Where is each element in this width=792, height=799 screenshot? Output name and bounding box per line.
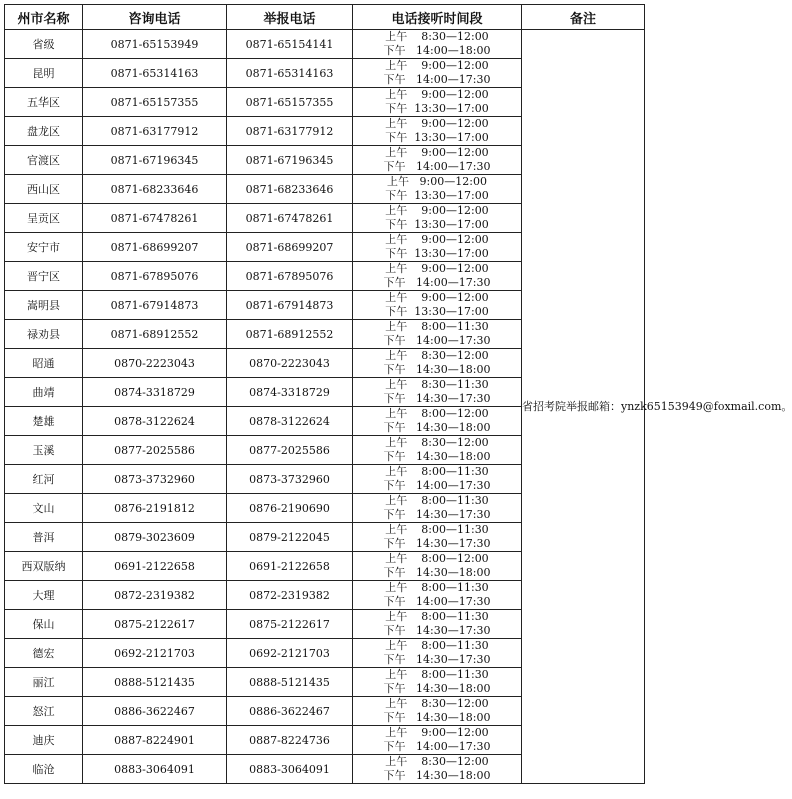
- header-consult-phone: 咨询电话: [83, 5, 227, 30]
- hours-cell: [353, 610, 522, 639]
- hours-afternoon: 下午 14:00—17:30: [383, 595, 491, 608]
- report-phone: 0870-2223043: [227, 349, 353, 378]
- report-phone: 0888-5121435: [227, 668, 353, 697]
- hours-cell: [353, 581, 522, 610]
- hours-afternoon: 下午 14:30—18:00: [383, 566, 491, 579]
- consult-phone: 0875-2122617: [83, 610, 227, 639]
- report-phone: 0871-68233646: [227, 175, 353, 204]
- consult-phone: 0871-67914873: [83, 291, 227, 320]
- hours-afternoon: 下午 14:30—18:00: [383, 711, 491, 724]
- consult-phone: 0871-68699207: [83, 233, 227, 262]
- report-phone: 0876-2190690: [227, 494, 353, 523]
- hours-cell: [353, 175, 522, 204]
- consult-phone: 0871-65157355: [83, 88, 227, 117]
- consult-phone: 0888-5121435: [83, 668, 227, 697]
- hours-cell: [353, 233, 522, 262]
- region-name: 西山区: [5, 175, 83, 204]
- region-name: 怒江: [5, 697, 83, 726]
- consult-phone: 0871-65153949: [83, 30, 227, 59]
- contact-table: [4, 4, 792, 784]
- hours-cell: [353, 349, 522, 378]
- region-name: 昭通: [5, 349, 83, 378]
- hours-afternoon: 下午 14:30—18:00: [383, 769, 491, 782]
- consult-phone: 0873-3732960: [83, 465, 227, 494]
- region-name: 省级: [5, 30, 83, 59]
- region-name: 安宁市: [5, 233, 83, 262]
- consult-phone: 0874-3318729: [83, 378, 227, 407]
- consult-phone: 0871-63177912: [83, 117, 227, 146]
- consult-phone: 0692-2121703: [83, 639, 227, 668]
- hours-afternoon: 下午 14:00—17:30: [383, 160, 491, 173]
- hours-afternoon: 下午 14:00—17:30: [383, 740, 491, 753]
- hours-morning: 上午 9:00—12:00: [385, 726, 489, 739]
- region-name: 楚雄: [5, 407, 83, 436]
- hours-morning: 上午 8:00—11:30: [385, 610, 489, 623]
- hours-morning: 上午 8:30—12:00: [385, 30, 489, 43]
- hours-afternoon: 下午 14:30—17:30: [383, 392, 491, 405]
- hours-afternoon: 下午 14:00—17:30: [383, 276, 491, 289]
- hours-afternoon: 下午 14:30—17:30: [383, 624, 491, 637]
- consult-phone: 0870-2223043: [83, 349, 227, 378]
- report-phone: 0883-3064091: [227, 755, 353, 784]
- report-phone: 0877-2025586: [227, 436, 353, 465]
- report-phone: 0871-63177912: [227, 117, 353, 146]
- header-region: 州市名称: [5, 5, 83, 30]
- region-name: 官渡区: [5, 146, 83, 175]
- region-name: 曲靖: [5, 378, 83, 407]
- hours-morning: 上午 8:00—11:30: [385, 581, 489, 594]
- consult-phone: 0877-2025586: [83, 436, 227, 465]
- report-phone: 0871-67478261: [227, 204, 353, 233]
- consult-phone: 0878-3122624: [83, 407, 227, 436]
- hours-cell: [353, 494, 522, 523]
- hours-morning: 上午 8:00—11:30: [385, 320, 489, 333]
- report-phone: 0874-3318729: [227, 378, 353, 407]
- report-phone: 0879-2122045: [227, 523, 353, 552]
- hours-morning: 上午 9:00—12:00: [387, 175, 487, 188]
- hours-cell: [353, 146, 522, 175]
- report-phone: 0691-2122658: [227, 552, 353, 581]
- consult-phone: 0871-67196345: [83, 146, 227, 175]
- consult-phone: 0871-67895076: [83, 262, 227, 291]
- hours-morning: 上午 8:00—12:00: [385, 407, 489, 420]
- hours-morning: 上午 9:00—12:00: [385, 117, 489, 130]
- consult-phone: 0886-3622467: [83, 697, 227, 726]
- hours-morning: 上午 8:30—11:30: [385, 378, 489, 391]
- hours-cell: [353, 88, 522, 117]
- consult-phone: 0871-68233646: [83, 175, 227, 204]
- header-remark: 备注: [522, 5, 645, 30]
- region-name: 西双版纳: [5, 552, 83, 581]
- region-name: 禄劝县: [5, 320, 83, 349]
- hours-cell: [353, 30, 522, 59]
- region-name: 昆明: [5, 59, 83, 88]
- report-phone: 0875-2122617: [227, 610, 353, 639]
- report-phone: 0871-68912552: [227, 320, 353, 349]
- header-hours: 电话接听时间段: [353, 5, 522, 30]
- region-name: 丽江: [5, 668, 83, 697]
- consult-phone: 0871-65314163: [83, 59, 227, 88]
- table-body: [5, 30, 792, 784]
- hours-morning: 上午 8:00—12:00: [385, 552, 489, 565]
- region-name: 五华区: [5, 88, 83, 117]
- hours-afternoon: 下午 13:30—17:00: [385, 189, 489, 202]
- report-phone: 0871-67914873: [227, 291, 353, 320]
- hours-afternoon: 下午 14:00—17:30: [383, 334, 491, 347]
- region-name: 迪庆: [5, 726, 83, 755]
- region-name: 保山: [5, 610, 83, 639]
- hours-cell: [353, 552, 522, 581]
- hours-morning: 上午 9:00—12:00: [385, 262, 489, 275]
- hours-morning: 上午 9:00—12:00: [385, 59, 489, 72]
- consult-phone: 0691-2122658: [83, 552, 227, 581]
- hours-morning: 上午 9:00—12:00: [385, 233, 489, 246]
- hours-afternoon: 下午 13:30—17:00: [385, 131, 489, 144]
- region-name: 红河: [5, 465, 83, 494]
- region-name: 呈贡区: [5, 204, 83, 233]
- consult-phone: 0876-2191812: [83, 494, 227, 523]
- hours-cell: [353, 726, 522, 755]
- hours-afternoon: 下午 13:30—17:00: [385, 102, 489, 115]
- hours-afternoon: 下午 14:30—17:30: [383, 508, 491, 521]
- hours-cell: [353, 262, 522, 291]
- region-name: 文山: [5, 494, 83, 523]
- report-phone: 0871-65154141: [227, 30, 353, 59]
- region-name: 普洱: [5, 523, 83, 552]
- hours-morning: 上午 9:00—12:00: [385, 204, 489, 217]
- hours-afternoon: 下午 14:30—18:00: [383, 421, 491, 434]
- hours-cell: [353, 436, 522, 465]
- hours-morning: 上午 9:00—12:00: [385, 88, 489, 101]
- hours-afternoon: 下午 14:30—18:00: [383, 682, 491, 695]
- consult-phone: 0872-2319382: [83, 581, 227, 610]
- consult-phone: 0883-3064091: [83, 755, 227, 784]
- hours-cell: [353, 668, 522, 697]
- region-name: 嵩明县: [5, 291, 83, 320]
- region-name: 临沧: [5, 755, 83, 784]
- consult-phone: 0871-67478261: [83, 204, 227, 233]
- region-name: 玉溪: [5, 436, 83, 465]
- hours-cell: [353, 407, 522, 436]
- hours-morning: 上午 8:30—12:00: [385, 755, 489, 768]
- consult-phone: 0879-3023609: [83, 523, 227, 552]
- consult-phone: 0871-68912552: [83, 320, 227, 349]
- hours-afternoon: 下午 14:30—17:30: [383, 537, 491, 550]
- hours-morning: 上午 8:30—12:00: [385, 436, 489, 449]
- hours-cell: [353, 523, 522, 552]
- hours-afternoon: 下午 13:30—17:00: [385, 218, 489, 231]
- report-phone: 0887-8224736: [227, 726, 353, 755]
- hours-afternoon: 下午 14:00—17:30: [383, 73, 491, 86]
- report-phone: 0871-65314163: [227, 59, 353, 88]
- hours-cell: [353, 204, 522, 233]
- hours-afternoon: 下午 13:30—17:00: [385, 305, 489, 318]
- table-row: [5, 30, 645, 59]
- hours-morning: 上午 9:00—12:00: [385, 146, 489, 159]
- hours-cell: [353, 59, 522, 88]
- hours-morning: 上午 8:00—11:30: [385, 668, 489, 681]
- hours-cell: [353, 465, 522, 494]
- region-name: 盘龙区: [5, 117, 83, 146]
- hours-afternoon: 下午 14:30—17:30: [383, 653, 491, 666]
- report-phone: 0692-2121703: [227, 639, 353, 668]
- hours-afternoon: 下午 14:00—18:00: [383, 44, 491, 57]
- hours-morning: 上午 8:00—11:30: [385, 494, 489, 507]
- header-row: [5, 5, 645, 30]
- hours-cell: [353, 697, 522, 726]
- hours-morning: 上午 8:00—11:30: [385, 523, 489, 536]
- report-phone: 0871-68699207: [227, 233, 353, 262]
- report-phone: 0871-67196345: [227, 146, 353, 175]
- hours-afternoon: 下午 14:30—18:00: [383, 363, 491, 376]
- hours-morning: 上午 8:30—12:00: [385, 349, 489, 362]
- report-phone: 0871-67895076: [227, 262, 353, 291]
- report-phone: 0871-65157355: [227, 88, 353, 117]
- report-phone: 0873-3732960: [227, 465, 353, 494]
- region-name: 晋宁区: [5, 262, 83, 291]
- consult-phone: 0887-8224901: [83, 726, 227, 755]
- region-name: 大理: [5, 581, 83, 610]
- hours-afternoon: 下午 14:30—18:00: [383, 450, 491, 463]
- report-phone: 0878-3122624: [227, 407, 353, 436]
- report-phone: 0886-3622467: [227, 697, 353, 726]
- header-report-phone: 举报电话: [227, 5, 353, 30]
- hours-morning: 上午 9:00—12:00: [385, 291, 489, 304]
- hours-cell: [353, 320, 522, 349]
- hours-cell: [353, 117, 522, 146]
- hours-cell: [353, 291, 522, 320]
- hours-morning: 上午 8:30—12:00: [385, 697, 489, 710]
- hours-cell: [353, 378, 522, 407]
- remark-cell: 省招考院举报邮箱：ynzk65153949@foxmail.com。: [522, 30, 645, 784]
- hours-afternoon: 下午 14:00—17:30: [383, 479, 491, 492]
- region-name: 德宏: [5, 639, 83, 668]
- hours-cell: [353, 639, 522, 668]
- hours-cell: [353, 755, 522, 784]
- report-phone: 0872-2319382: [227, 581, 353, 610]
- hours-morning: 上午 8:00—11:30: [385, 639, 489, 652]
- hours-morning: 上午 8:00—11:30: [385, 465, 489, 478]
- hours-afternoon: 下午 13:30—17:00: [385, 247, 489, 260]
